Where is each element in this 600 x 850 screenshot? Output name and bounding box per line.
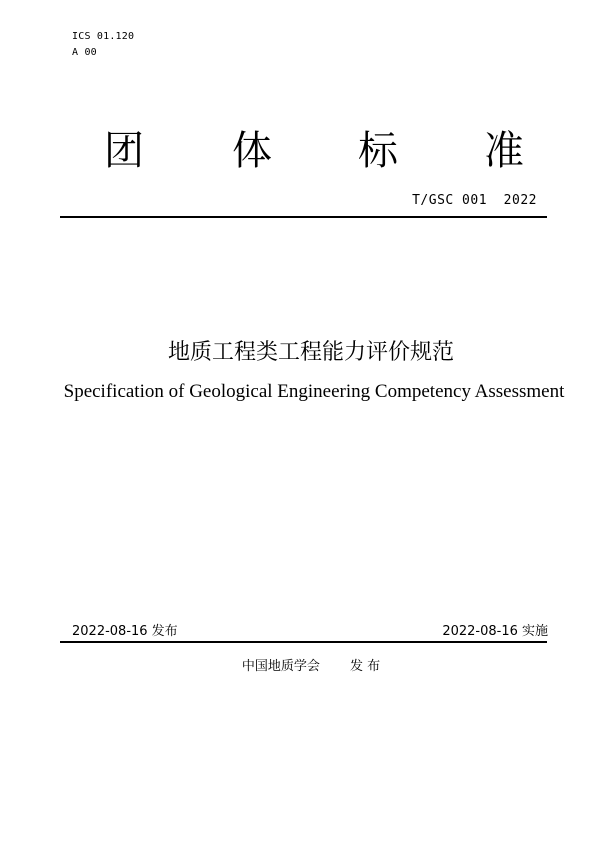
title-english: Specification of Geological Engineering Competency Assessment xyxy=(63,381,565,402)
document-type-char: 准 xyxy=(484,128,524,174)
document-type-char: 团 xyxy=(104,128,144,174)
top-divider xyxy=(60,216,547,218)
implementation-date: 2022-08-16 实施 xyxy=(442,624,548,639)
publisher-action: 发 布 xyxy=(349,659,381,674)
document-type-char: 体 xyxy=(232,128,272,174)
issue-date: 2022-08-16 发布 xyxy=(72,624,178,639)
bottom-divider xyxy=(60,641,547,643)
ccs-code: A 00 xyxy=(72,47,97,58)
title-chinese: 地质工程类工程能力评价规范 xyxy=(167,340,454,365)
publisher-line xyxy=(0,659,600,675)
ics-code: ICS 01.120 xyxy=(72,31,135,42)
document-type-char: 标 xyxy=(358,128,398,174)
publisher-name: 中国地质学会 xyxy=(241,659,320,674)
standard-number: T/GSC 001 2022 xyxy=(412,193,537,208)
